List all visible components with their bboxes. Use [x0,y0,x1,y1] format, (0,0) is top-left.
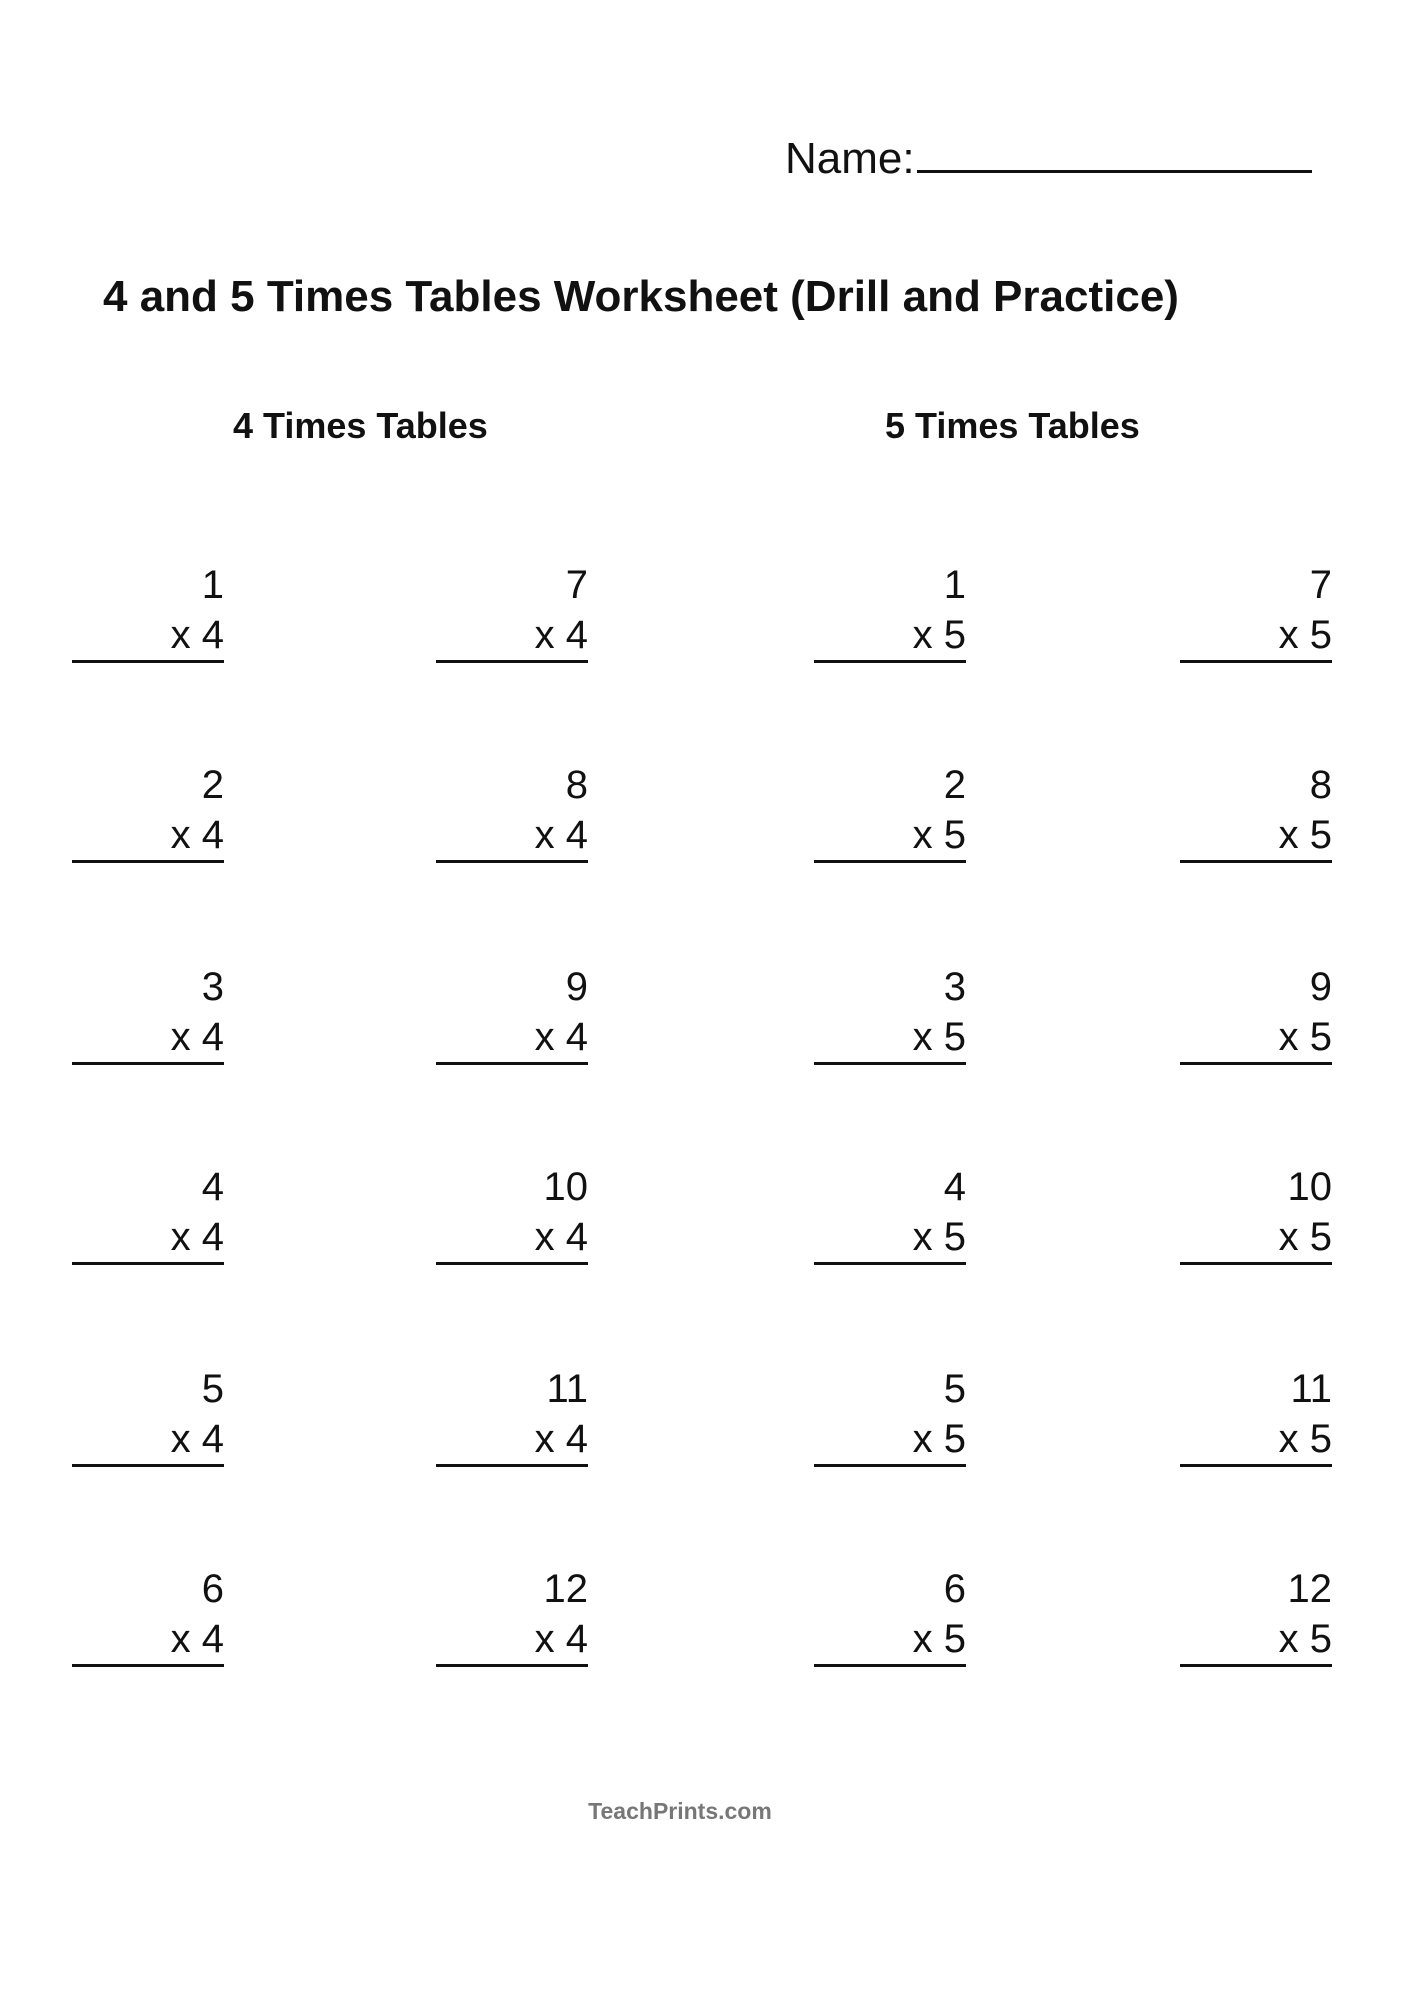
multiplier-answer-line[interactable]: x 5 [814,1414,966,1467]
multiplier-answer-line[interactable]: x 5 [1180,610,1332,663]
problem-block [436,760,588,863]
multiplicand: 5 [943,1367,966,1411]
problem-block [814,1364,966,1467]
multiplier-answer-line[interactable]: x 4 [72,1212,224,1265]
multiplicand: 1 [943,563,966,607]
multiplicand: 3 [943,965,966,1009]
multiplier-answer-line[interactable]: x 5 [814,1614,966,1667]
multiplicand: 10 [543,1165,588,1209]
problem-block [72,1162,224,1265]
footer-brand: TeachPrints.com [588,1798,772,1824]
problem-block [72,1564,224,1667]
multiplicand: 8 [565,763,588,807]
multiplier-answer-line[interactable]: x 4 [436,810,588,863]
multiplicand: 2 [201,763,224,807]
problem-block [814,1564,966,1667]
problem-block [814,962,966,1065]
worksheet-title: 4 and 5 Times Tables Worksheet (Drill and Practice) [103,272,1179,321]
problem-block [436,962,588,1065]
multiplicand: 1 [201,563,224,607]
multiplicand: 6 [943,1567,966,1611]
multiplicand: 10 [1287,1165,1332,1209]
multiplier-answer-line[interactable]: x 5 [814,810,966,863]
multiplicand: 6 [201,1567,224,1611]
multiplicand: 4 [201,1165,224,1209]
multiplicand: 12 [543,1567,588,1611]
multiplier-answer-line[interactable]: x 4 [436,610,588,663]
problem-block [1180,962,1332,1065]
multiplier-answer-line[interactable]: x 5 [814,610,966,663]
problem-block [72,560,224,663]
multiplicand: 7 [1309,563,1332,607]
multiplier-answer-line[interactable]: x 4 [436,1012,588,1065]
section-heading-5-times: 5 Times Tables [885,405,1140,446]
multiplier-answer-line[interactable]: x 5 [1180,1614,1332,1667]
problem-block [72,1364,224,1467]
multiplicand: 3 [201,965,224,1009]
multiplier-answer-line[interactable]: x 5 [1180,810,1332,863]
multiplier-answer-line[interactable]: x 5 [814,1212,966,1265]
multiplier-answer-line[interactable]: x 4 [72,810,224,863]
problem-block [814,560,966,663]
name-field[interactable] [785,128,1312,184]
problem-block [436,1364,588,1467]
multiplicand: 4 [943,1165,966,1209]
multiplier-answer-line[interactable]: x 5 [814,1012,966,1065]
multiplicand: 2 [943,763,966,807]
multiplicand: 12 [1287,1567,1332,1611]
problem-block [436,1162,588,1265]
problem-block [436,1564,588,1667]
problem-block [814,1162,966,1265]
name-blank-line[interactable] [917,128,1312,173]
multiplicand: 7 [565,563,588,607]
problem-block [1180,1162,1332,1265]
problem-block [72,760,224,863]
problem-block [1180,560,1332,663]
multiplier-answer-line[interactable]: x 4 [72,610,224,663]
multiplicand: 8 [1309,763,1332,807]
multiplicand: 5 [201,1367,224,1411]
multiplier-answer-line[interactable]: x 4 [72,1414,224,1467]
problem-block [436,560,588,663]
multiplier-answer-line[interactable]: x 4 [436,1614,588,1667]
multiplier-answer-line[interactable]: x 4 [72,1012,224,1065]
multiplier-answer-line[interactable]: x 4 [436,1414,588,1467]
multiplicand: 9 [1309,965,1332,1009]
problem-block [72,962,224,1065]
multiplier-answer-line[interactable]: x 5 [1180,1012,1332,1065]
multiplier-answer-line[interactable]: x 4 [72,1614,224,1667]
problem-block [1180,1364,1332,1467]
multiplier-answer-line[interactable]: x 5 [1180,1212,1332,1265]
multiplier-answer-line[interactable]: x 4 [436,1212,588,1265]
multiplicand: 11 [1290,1367,1332,1411]
problem-block [814,760,966,863]
problem-block [1180,1564,1332,1667]
section-heading-4-times: 4 Times Tables [233,405,488,446]
multiplier-answer-line[interactable]: x 5 [1180,1414,1332,1467]
multiplicand: 11 [546,1367,588,1411]
multiplicand: 9 [565,965,588,1009]
problem-block [1180,760,1332,863]
name-label: Name: [785,134,915,183]
